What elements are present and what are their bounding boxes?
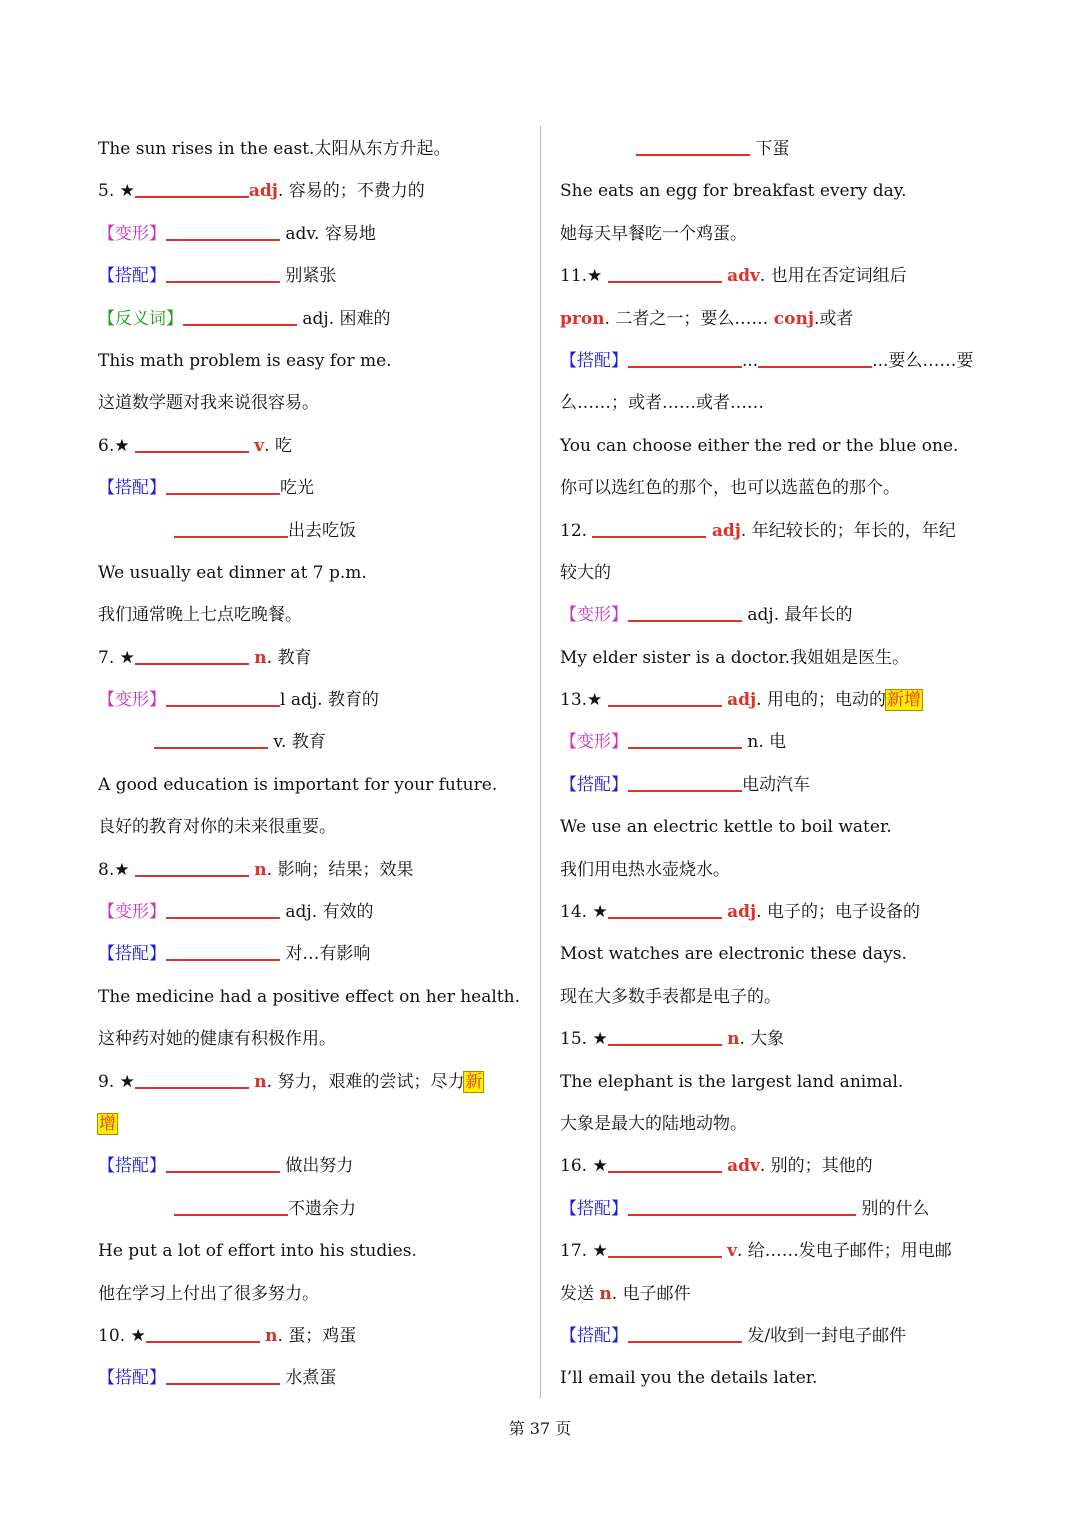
example-sentence: He put a lot of effort into his studies. <box>98 1241 417 1262</box>
fill-blank[interactable] <box>608 1255 722 1258</box>
fill-blank[interactable] <box>166 916 280 919</box>
fill-blank[interactable] <box>628 1340 742 1343</box>
fill-blank[interactable] <box>146 1340 260 1343</box>
fill-blank[interactable] <box>628 789 742 792</box>
fill-blank[interactable] <box>628 619 742 622</box>
entry-14: 14. ★ adj. 电子的；电子设备的 <box>560 902 920 923</box>
entry-12-cont: 较大的 <box>560 562 611 583</box>
collocation-line-cont: 么……；或者……或者…… <box>560 393 764 414</box>
example-sentence: She eats an egg for breakfast every day. <box>560 181 907 202</box>
column-divider <box>540 126 541 1398</box>
entry-17: 17. ★ v. 给……发电子邮件；用电邮 <box>560 1241 952 1262</box>
collocation-line: 【搭配】 发/收到一封电子邮件 <box>560 1325 907 1346</box>
fill-blank[interactable] <box>166 1382 280 1385</box>
fill-blank[interactable] <box>608 704 722 707</box>
entry-8: 8.★ n. 影响；结果；效果 <box>98 859 414 880</box>
example-sentence: We use an electric kettle to boil water. <box>560 817 892 838</box>
fill-blank[interactable] <box>166 492 280 495</box>
fill-blank[interactable] <box>592 535 706 538</box>
example-translation: 我们用电热水壶烧水。 <box>560 859 730 880</box>
page-number: 第 37 页 <box>508 1419 572 1438</box>
example-sentence: The elephant is the largest land animal. <box>560 1071 904 1092</box>
fill-blank[interactable] <box>166 280 280 283</box>
collocation-line: 下蛋 <box>560 128 985 170</box>
collocation-line: 【搭配】 ... ...要么……要 <box>560 350 974 371</box>
example-translation: 我们通常晚上七点吃晚餐。 <box>98 605 302 626</box>
example-sentence: A good education is important for your future. <box>98 774 498 795</box>
example-sentence: My elder sister is a doctor.我姐姐是医生。 <box>560 647 910 668</box>
example-translation: 现在大多数手表都是电子的。 <box>560 986 781 1007</box>
example-translation: 大象是最大的陆地动物。 <box>560 1113 747 1134</box>
fill-blank[interactable] <box>166 704 280 707</box>
example-sentence: We usually eat dinner at 7 p.m. <box>98 562 367 583</box>
right-column <box>560 128 985 1400</box>
left-column <box>98 128 523 1400</box>
example-translation: 这种药对她的健康有积极作用。 <box>98 1029 336 1050</box>
collocation-line: 【搭配】 做出努力 <box>98 1156 354 1177</box>
fill-blank[interactable] <box>636 153 750 156</box>
variant-line: 【变形】 adj. 有效的 <box>98 902 374 923</box>
fill-blank[interactable] <box>174 1213 288 1216</box>
new-badge: 新 <box>465 1071 483 1092</box>
collocation-line: 不遗余力 <box>98 1188 523 1230</box>
entry-6: 6.★ v. 吃 <box>98 435 292 456</box>
fill-blank[interactable] <box>183 323 297 326</box>
variant-line: 【变形】 adv. 容易地 <box>98 223 376 244</box>
collocation-line: 【搭配】 吃光 <box>98 478 314 499</box>
fill-blank[interactable] <box>135 1086 249 1089</box>
fill-blank[interactable] <box>166 1170 280 1173</box>
fill-blank[interactable] <box>135 450 249 453</box>
example-translation: 良好的教育对你的未来很重要。 <box>98 817 336 838</box>
fill-blank[interactable] <box>628 746 742 749</box>
fill-blank[interactable] <box>608 916 722 919</box>
example-sentence: The sun rises in the east.太阳从东方升起。 <box>98 139 451 159</box>
example-sentence: You can choose either the red or the blue one. <box>560 435 959 456</box>
new-badge: 新增 <box>886 690 921 711</box>
example-sentence: The medicine had a positive effect on her health. <box>98 986 520 1007</box>
new-badge-continued <box>98 1103 523 1145</box>
example-sentence: This math problem is easy for me. <box>98 350 392 371</box>
collocation-line: 出去吃饭 <box>98 510 523 552</box>
entry-16: 16. ★ adv. 别的；其他的 <box>560 1156 873 1177</box>
variant-line: v. 教育 <box>98 721 523 763</box>
variant-line: 【变形】 adj. 最年长的 <box>560 605 853 626</box>
variant-line: 【变形】 n. 电 <box>560 732 787 753</box>
collocation-line: 【搭配】 别紧张 <box>98 266 337 287</box>
fill-blank[interactable] <box>154 746 268 749</box>
entry-11-cont: pron. 二者之一；要么…… conj.或者 <box>560 308 854 329</box>
fill-blank[interactable] <box>608 280 722 283</box>
fill-blank[interactable] <box>174 535 288 538</box>
entry-15: 15. ★ n. 大象 <box>560 1029 785 1050</box>
entry-7: 7. ★ n. 教育 <box>98 647 312 668</box>
example-translation: 她每天早餐吃一个鸡蛋。 <box>560 223 747 244</box>
fill-blank[interactable] <box>608 1170 722 1173</box>
fill-blank[interactable] <box>608 1043 722 1046</box>
example-translation: 他在学习上付出了很多努力。 <box>98 1283 319 1304</box>
antonym-line: 【反义词】 adj. 困难的 <box>98 308 391 329</box>
entry-10: 10. ★ n. 蛋；鸡蛋 <box>98 1325 357 1346</box>
entry-17-cont: 发送 n. 电子邮件 <box>560 1283 691 1304</box>
entry-13: 13.★ adj. 用电的；电动的新增 <box>560 690 921 711</box>
collocation-line: 【搭配】 对…有影响 <box>98 944 371 965</box>
collocation-line: 【搭配】 电动汽车 <box>560 774 810 795</box>
fill-blank[interactable] <box>628 365 742 368</box>
entry-9: 9. ★ n. 努力，艰难的尝试；尽力新 <box>98 1071 483 1092</box>
fill-blank[interactable] <box>135 662 249 665</box>
variant-line: 【变形】 l adj. 教育的 <box>98 690 379 711</box>
entry-12: 12. adj. 年纪较长的；年长的，年纪 <box>560 520 956 541</box>
entry-5: 5. ★ adj. 容易的；不费力的 <box>98 181 425 202</box>
fill-blank[interactable] <box>758 365 872 368</box>
collocation-line: 【搭配】 别的什么 <box>560 1198 930 1219</box>
fill-blank[interactable] <box>166 238 280 241</box>
fill-blank[interactable] <box>166 958 280 961</box>
example-translation: 你可以选红色的那个，也可以选蓝色的那个。 <box>560 478 900 499</box>
example-sentence: I’ll email you the details later. <box>560 1368 818 1389</box>
collocation-line: 【搭配】 水煮蛋 <box>98 1368 337 1389</box>
fill-blank[interactable] <box>135 874 249 877</box>
new-badge: 增 <box>99 1113 116 1134</box>
fill-blank[interactable] <box>135 195 249 198</box>
entry-11: 11.★ adv. 也用在否定词组后 <box>560 266 907 287</box>
example-sentence: Most watches are electronic these days. <box>560 944 907 965</box>
example-translation: 这道数学题对我来说很容易。 <box>98 393 319 414</box>
fill-blank[interactable] <box>628 1213 856 1216</box>
